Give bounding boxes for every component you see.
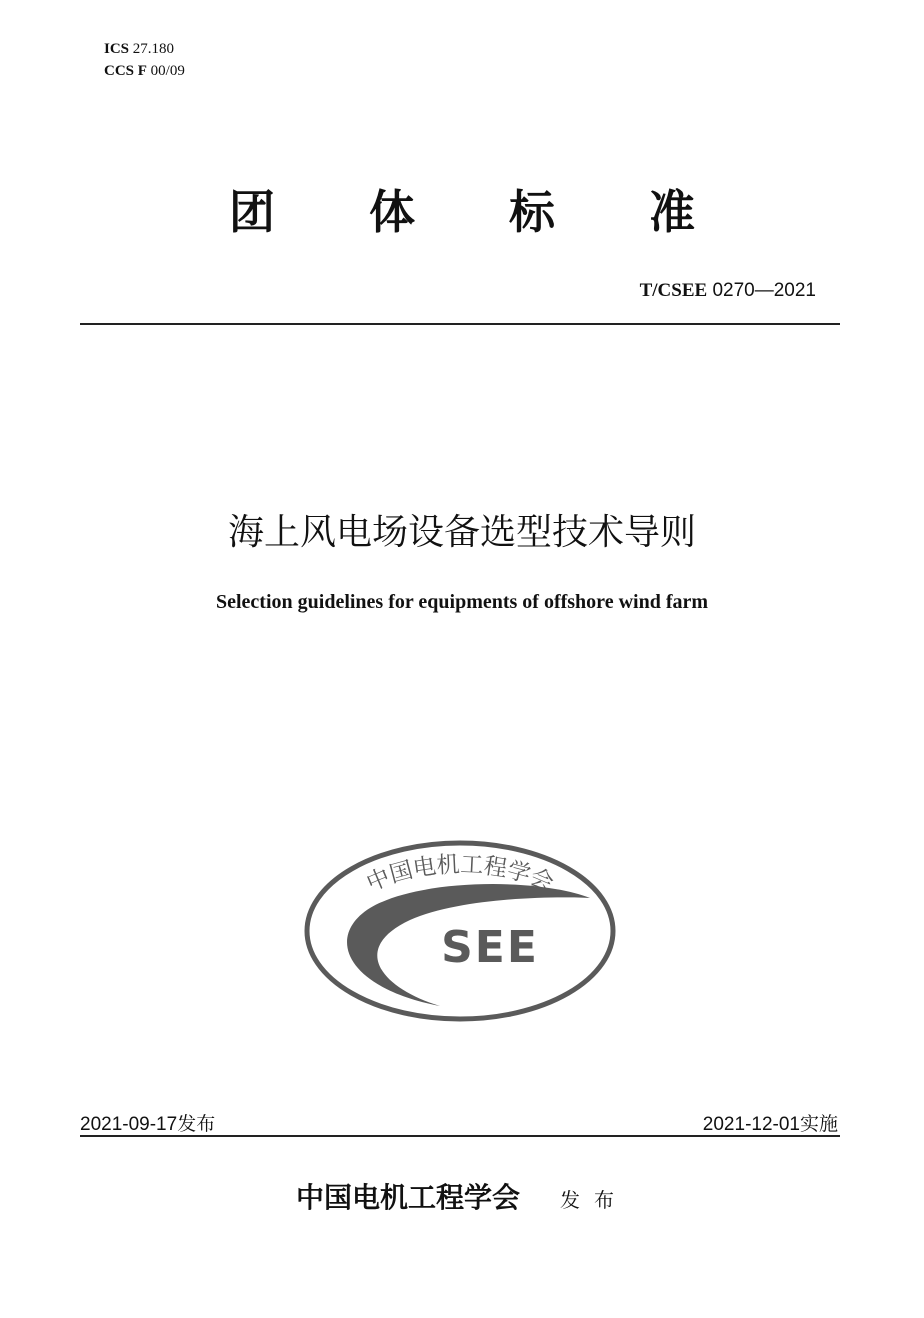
ccs-label: CCS F xyxy=(104,63,147,79)
ics-code xyxy=(104,38,185,60)
effective-date: 2021-12-01实施 xyxy=(702,1114,838,1135)
publisher xyxy=(0,1176,924,1216)
top-divider xyxy=(80,323,840,325)
standard-number-prefix: T/CSEE xyxy=(639,280,708,301)
logo-mark-text: SEE xyxy=(441,922,539,973)
standard-type-heading xyxy=(0,176,924,242)
classification-codes xyxy=(104,38,185,82)
standard-number xyxy=(640,280,816,302)
publisher-action: 发布 xyxy=(560,1188,628,1212)
issue-date: 2021-09-17发布 xyxy=(80,1114,216,1135)
standard-type-char: 团 xyxy=(229,185,275,239)
ccs-value: 00/09 xyxy=(150,63,185,79)
ics-value: 27.180 xyxy=(132,41,175,57)
bottom-divider xyxy=(80,1135,840,1137)
standard-type-char: 体 xyxy=(369,185,415,239)
standard-type-char: 准 xyxy=(649,185,695,239)
title-english: Selection guidelines for equipments of offshore wind farm xyxy=(215,591,709,613)
title-chinese: 海上风电场设备选型技术导则 xyxy=(227,512,696,553)
csee-logo xyxy=(300,838,620,1024)
logo-arc-text: 中国电机工程学会 xyxy=(362,851,558,897)
publisher-organization: 中国电机工程学会 xyxy=(295,1181,520,1214)
standard-number-value: 0270—2021 xyxy=(712,280,816,301)
ics-label: ICS xyxy=(104,41,130,57)
standard-type-char: 标 xyxy=(509,185,555,239)
ccs-code xyxy=(104,60,185,82)
